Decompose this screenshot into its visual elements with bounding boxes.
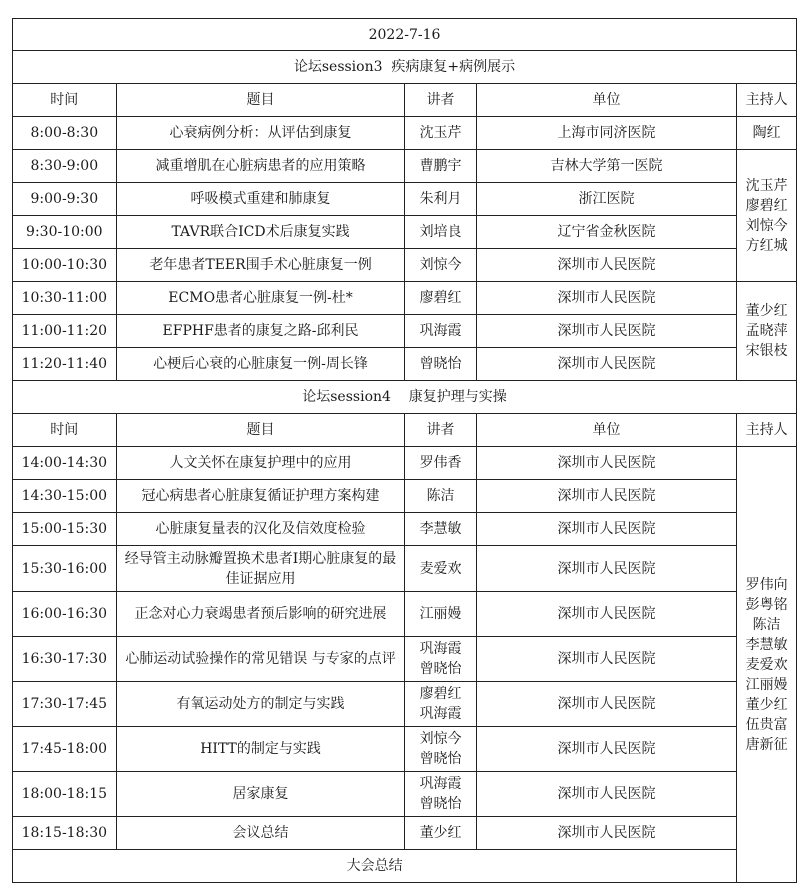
host-name: 罗伟向 bbox=[745, 576, 788, 593]
host-name: 江丽嫚 bbox=[745, 676, 788, 693]
speaker-cell: 巩海霞 bbox=[405, 315, 476, 348]
time-cell: 11:00-11:20 bbox=[13, 315, 117, 348]
host-name: 孟晓萍 bbox=[745, 323, 788, 339]
header-row bbox=[13, 414, 797, 447]
speaker-cell: 廖碧红 巩海霞 bbox=[405, 682, 476, 727]
session-title-row bbox=[13, 51, 797, 84]
host-name: 董少红 bbox=[745, 303, 788, 319]
topic-cell: ECMO患者心脏康复一例-杜* bbox=[116, 282, 405, 315]
host-name: 麦爱欢 bbox=[745, 656, 788, 673]
unit-cell: 吉林大学第一医院 bbox=[476, 150, 737, 183]
unit-cell: 辽宁省金秋医院 bbox=[476, 216, 737, 249]
table-row bbox=[13, 772, 797, 817]
time-cell: 10:30-11:00 bbox=[13, 282, 117, 315]
speaker-cell: 陈洁 bbox=[405, 480, 476, 513]
topic-cell: 心梗后心衰的心脏康复一例-周长锋 bbox=[116, 348, 405, 381]
time-cell: 8:00-8:30 bbox=[13, 117, 117, 150]
unit-cell: 深圳市人民医院 bbox=[476, 546, 737, 592]
time-cell: 8:30-9:00 bbox=[13, 150, 117, 183]
host-name: 宋银枝 bbox=[745, 343, 788, 359]
time-cell: 17:30-17:45 bbox=[13, 682, 117, 727]
time-cell: 11:20-11:40 bbox=[13, 348, 117, 381]
topic-cell: 有氧运动处方的制定与实践 bbox=[116, 682, 405, 727]
topic-cell: 居家康复 bbox=[116, 772, 405, 817]
time-cell: 16:00-16:30 bbox=[13, 592, 117, 637]
table-row bbox=[13, 637, 797, 682]
table-row bbox=[13, 727, 797, 772]
speaker-cell: 沈玉芹 bbox=[405, 117, 476, 150]
time-cell: 10:00-10:30 bbox=[13, 249, 117, 282]
table-row bbox=[13, 150, 797, 183]
topic-cell: 经导管主动脉瓣置换术患者Ⅰ期心脏康复的最佳证据应用 bbox=[116, 546, 405, 592]
closing-row bbox=[13, 850, 797, 883]
time-cell: 18:15-18:30 bbox=[13, 817, 117, 850]
host-name: 唐新征 bbox=[745, 736, 788, 753]
table-row bbox=[13, 447, 797, 480]
topic-cell: 老年患者TEER围手术心脏康复一例 bbox=[116, 249, 405, 282]
time-cell: 9:30-10:00 bbox=[13, 216, 117, 249]
unit-cell: 上海市同济医院 bbox=[476, 117, 737, 150]
host-name: 廖碧红 bbox=[745, 197, 788, 214]
unit-cell: 深圳市人民医院 bbox=[476, 249, 737, 282]
speaker-cell: 巩海霞 曾晓怡 bbox=[405, 772, 476, 817]
speaker-cell: 刘培良 bbox=[405, 216, 476, 249]
host-name: 李慧敏 bbox=[745, 636, 788, 653]
session4-title: 论坛session4 康复护理与实操 bbox=[13, 381, 797, 414]
date-row bbox=[13, 19, 797, 51]
topic-cell: 心衰病例分析：从评估到康复 bbox=[116, 117, 405, 150]
speaker-cell: 曾晓怡 bbox=[405, 348, 476, 381]
table-row bbox=[13, 117, 797, 150]
topic-cell: 人文关怀在康复护理中的应用 bbox=[116, 447, 405, 480]
host-name: 方红城 bbox=[745, 237, 788, 254]
table-row bbox=[13, 592, 797, 637]
topic-cell: 冠心病患者心脏康复循证护理方案构建 bbox=[116, 480, 405, 513]
table-row bbox=[13, 513, 797, 546]
session3-title: 论坛session3 疾病康复+病例展示 bbox=[13, 51, 797, 84]
header-host: 主持人 bbox=[737, 84, 797, 117]
time-cell: 18:00-18:15 bbox=[13, 772, 117, 817]
speaker-cell: 巩海霞 曾晓怡 bbox=[405, 637, 476, 682]
speaker-cell: 罗伟香 bbox=[405, 447, 476, 480]
header-host: 主持人 bbox=[737, 414, 797, 447]
unit-cell: 浙江医院 bbox=[476, 183, 737, 216]
speaker-cell: 刘惊今 曾晓怡 bbox=[405, 727, 476, 772]
speaker-cell: 刘惊今 bbox=[405, 249, 476, 282]
topic-cell: 会议总结 bbox=[116, 817, 405, 850]
header-time: 时间 bbox=[13, 414, 117, 447]
unit-cell: 深圳市人民医院 bbox=[476, 447, 737, 480]
host-cell bbox=[737, 447, 797, 883]
topic-cell: TAVR联合ICD术后康复实践 bbox=[116, 216, 405, 249]
unit-cell: 深圳市人民医院 bbox=[476, 348, 737, 381]
speaker-cell: 江丽嫚 bbox=[405, 592, 476, 637]
header-row bbox=[13, 84, 797, 117]
header-unit: 单位 bbox=[476, 84, 737, 117]
topic-cell: 减重增肌在心脏病患者的应用策略 bbox=[116, 150, 405, 183]
table-row bbox=[13, 183, 797, 216]
table-row bbox=[13, 348, 797, 381]
speaker-cell: 董少红 bbox=[405, 817, 476, 850]
date-cell: 2022-7-16 bbox=[13, 19, 797, 51]
time-cell: 14:00-14:30 bbox=[13, 447, 117, 480]
time-cell: 17:45-18:00 bbox=[13, 727, 117, 772]
time-cell: 14:30-15:00 bbox=[13, 480, 117, 513]
topic-cell: 心肺运动试验操作的常见错误 与专家的点评 bbox=[116, 637, 405, 682]
unit-cell: 深圳市人民医院 bbox=[476, 282, 737, 315]
host-name: 刘惊今 bbox=[745, 217, 788, 234]
speaker-cell: 朱利月 bbox=[405, 183, 476, 216]
topic-cell: HITT的制定与实践 bbox=[116, 727, 405, 772]
unit-cell: 深圳市人民医院 bbox=[476, 315, 737, 348]
speaker-cell: 李慧敏 bbox=[405, 513, 476, 546]
host-name: 彭粤铭 bbox=[745, 596, 788, 613]
header-topic: 题目 bbox=[116, 84, 405, 117]
host-cell bbox=[737, 282, 797, 381]
time-cell: 9:00-9:30 bbox=[13, 183, 117, 216]
unit-cell: 深圳市人民医院 bbox=[476, 513, 737, 546]
host-name: 董少红 bbox=[745, 696, 788, 713]
unit-cell: 深圳市人民医院 bbox=[476, 817, 737, 850]
table-row bbox=[13, 682, 797, 727]
table-row bbox=[13, 216, 797, 249]
table-row bbox=[13, 480, 797, 513]
unit-cell: 深圳市人民医院 bbox=[476, 772, 737, 817]
header-time: 时间 bbox=[13, 84, 117, 117]
speaker-cell: 曹鹏宇 bbox=[405, 150, 476, 183]
closing-cell: 大会总结 bbox=[13, 850, 737, 883]
header-speaker: 讲者 bbox=[405, 84, 476, 117]
host-cell bbox=[737, 150, 797, 282]
unit-cell: 深圳市人民医院 bbox=[476, 637, 737, 682]
host-cell bbox=[737, 117, 797, 150]
table-row bbox=[13, 249, 797, 282]
table-row bbox=[13, 546, 797, 592]
topic-cell: 呼吸模式重建和肺康复 bbox=[116, 183, 405, 216]
unit-cell: 深圳市人民医院 bbox=[476, 727, 737, 772]
unit-cell: 深圳市人民医院 bbox=[476, 682, 737, 727]
time-cell: 16:30-17:30 bbox=[13, 637, 117, 682]
table-row bbox=[13, 282, 797, 315]
topic-cell: EFPHF患者的康复之路-邱利民 bbox=[116, 315, 405, 348]
table-row bbox=[13, 817, 797, 850]
topic-cell: 正念对心力衰竭患者预后影响的研究进展 bbox=[116, 592, 405, 637]
header-topic: 题目 bbox=[116, 414, 405, 447]
host-name: 沈玉芹 bbox=[745, 177, 788, 194]
session-title-row bbox=[13, 381, 797, 414]
topic-cell: 心脏康复量表的汉化及信效度检验 bbox=[116, 513, 405, 546]
time-cell: 15:30-16:00 bbox=[13, 546, 117, 592]
speaker-cell: 廖碧红 bbox=[405, 282, 476, 315]
header-unit: 单位 bbox=[476, 414, 737, 447]
host-name: 陶红 bbox=[752, 125, 781, 141]
time-cell: 15:00-15:30 bbox=[13, 513, 117, 546]
unit-cell: 深圳市人民医院 bbox=[476, 480, 737, 513]
host-name: 伍贵富 bbox=[745, 716, 788, 733]
schedule-table bbox=[12, 18, 797, 883]
speaker-cell: 麦爱欢 bbox=[405, 546, 476, 592]
unit-cell: 深圳市人民医院 bbox=[476, 592, 737, 637]
host-name: 陈洁 bbox=[752, 616, 781, 633]
header-speaker: 讲者 bbox=[405, 414, 476, 447]
table-row bbox=[13, 315, 797, 348]
